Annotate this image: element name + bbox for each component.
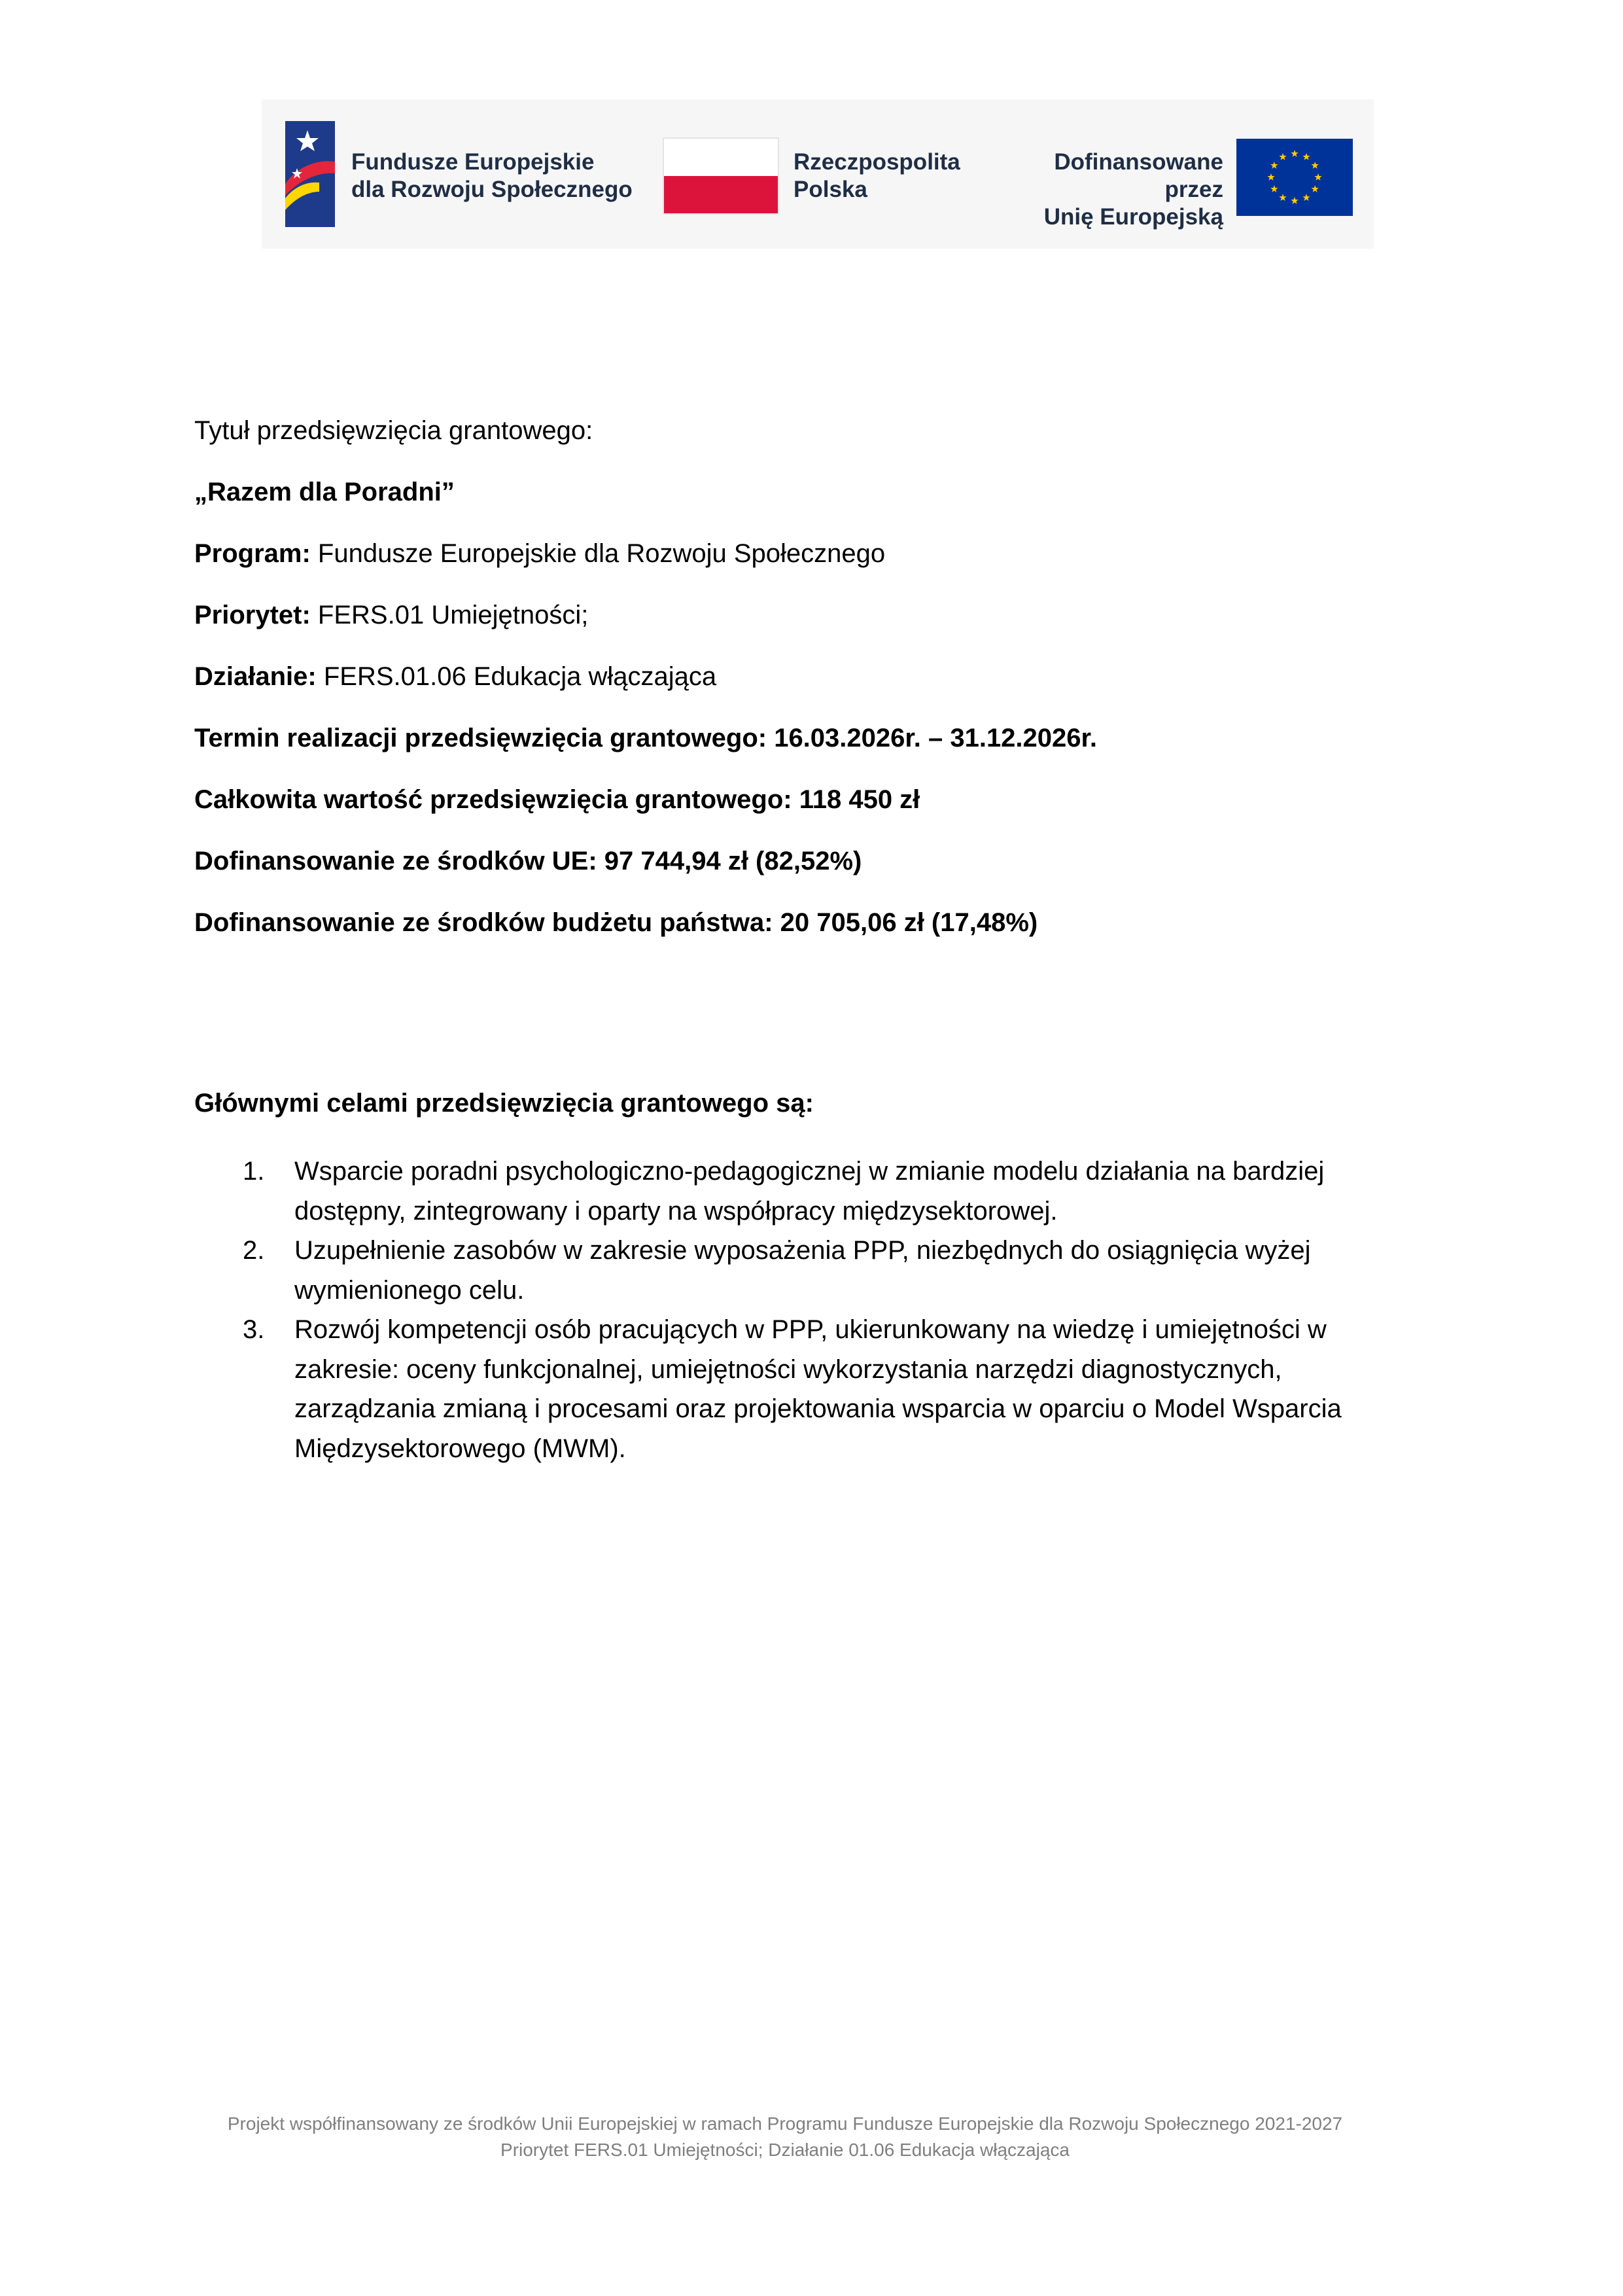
project-title-label: Tytuł przedsięwzięcia grantowego:: [194, 416, 593, 445]
logo-bar: [262, 99, 1374, 249]
fundusze-europejskie-logo-text: Fundusze Europejskie dla Rozwoju Społecznego: [351, 149, 633, 202]
eu-flag-icon: [1236, 139, 1353, 216]
goal-text: Wsparcie poradni psychologiczno-pedagogicznej w zmianie modelu działania na bardziej dostępny, zintegrowany i oparty na współpracy międzysektorowej.: [294, 1157, 1325, 1226]
goal-item: [194, 1152, 1411, 1231]
program-row: [194, 534, 1437, 595]
footer-line-1: Projekt współfinansowany ze środków Unii Europejskiej w ramach Programu Fundusze Europejskie dla Rozwoju Społecznego 2021-2027: [227, 2113, 1343, 2134]
action-value: FERS.01.06 Edukacja włączająca: [316, 662, 717, 691]
fundusze-europejskie-logo-icon: [285, 121, 335, 227]
goal-item: [194, 1231, 1411, 1310]
goal-number: 3.: [243, 1315, 265, 1344]
priority-value: FERS.01 Umiejętności;: [310, 601, 589, 629]
goal-number: 1.: [243, 1157, 265, 1186]
action-label: Działanie:: [194, 662, 317, 691]
eu-funding: Dofinansowanie ze środków UE: 97 744,94 zł (82,52%): [194, 847, 862, 875]
eu-cofinanced-logo-text: Dofinansowane przez Unię Europejską: [1043, 149, 1223, 230]
program-value: Fundusze Europejskie dla Rozwoju Społecznego: [310, 539, 886, 568]
goals-list: [194, 1152, 1411, 1468]
project-term: Termin realizacji przedsięwzięcia grantowego: 16.03.2026r. – 31.12.2026r.: [194, 724, 1097, 752]
poland-flag-icon: [663, 137, 779, 215]
goal-number: 2.: [243, 1236, 265, 1265]
priority-row: [194, 595, 1437, 657]
project-title: „Razem dla Poradni”: [194, 478, 455, 506]
goal-text: Rozwój kompetencji osób pracujących w PPP, ukierunkowany na wiedzę i umiejętności w zakresie: oceny funkcjonalnej, umiejętności wykorzystania narzędzi diagnostycznych, zarządzania zmianą i procesami oraz projektowania wsparcia w oparciu o Model Wsparcia Międzysektorowego (MWM).: [294, 1315, 1342, 1463]
priority-label: Priorytet:: [194, 601, 311, 629]
action-row: [194, 657, 1437, 718]
page-footer: [0, 2111, 1570, 2163]
goals-heading: Głównymi celami przedsięwzięcia grantowego są:: [194, 1089, 814, 1118]
footer-line-2: Priorytet FERS.01 Umiejętności; Działanie 01.06 Edukacja włączająca: [500, 2140, 1070, 2160]
goal-text: Uzupełnienie zasobów w zakresie wyposażenia PPP, niezbędnych do osiągnięcia wyżej wymienionego celu.: [294, 1236, 1311, 1305]
goal-item: [194, 1310, 1411, 1468]
project-total-value: Całkowita wartość przedsięwzięcia grantowego: 118 450 zł: [194, 785, 920, 814]
project-info: [194, 411, 1437, 964]
program-label: Program:: [194, 539, 311, 568]
state-funding: Dofinansowanie ze środków budżetu państwa: 20 705,06 zł (17,48%): [194, 908, 1038, 937]
rzeczpospolita-polska-logo-text: Rzeczpospolita Polska: [794, 149, 960, 202]
